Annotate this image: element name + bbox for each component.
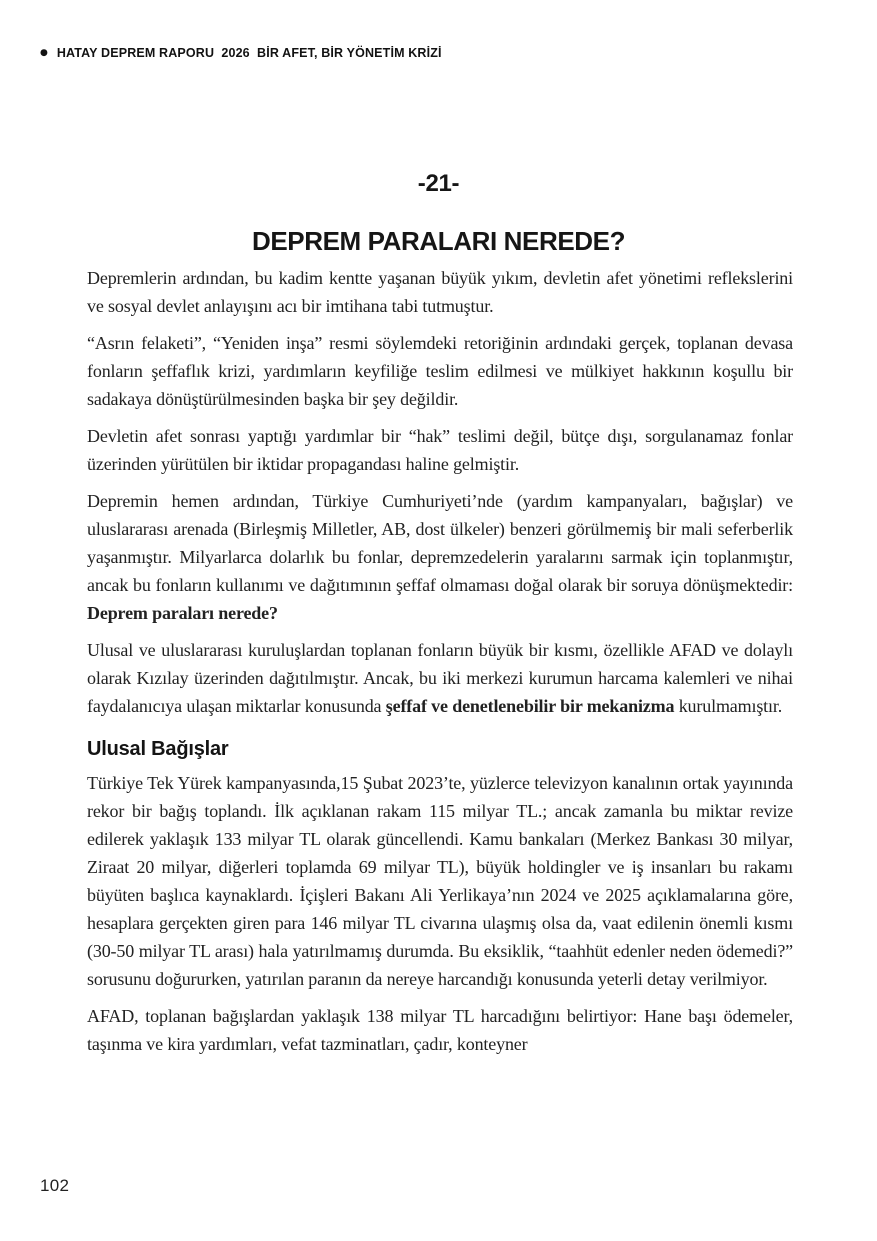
paragraph	[87, 264, 793, 320]
paragraph	[87, 636, 793, 720]
paragraph-text: Ulusal ve uluslararası kuruluşlardan toplanan fonların büyük bir kısmı, özellikle AFAD ve dolaylı olarak Kızılay üzerinden dağıtılmıştır. Ancak, bu iki merkezi kurumun harcama kalemleri ve nihai faydalanıcıya ulaşan miktarlar konusunda	[87, 640, 793, 716]
running-header	[40, 46, 442, 60]
paragraph-text: Depremlerin ardından, bu kadim kentte yaşanan büyük yıkım, devletin afet yönetimi reflekslerini ve sosyal devlet anlayışını acı bir imtihana tabi tutmuştur.	[87, 268, 793, 316]
paragraph	[87, 1002, 793, 1058]
paragraph-text: kurulmamıştır.	[674, 696, 783, 716]
paragraph-bold-text: Deprem paraları nerede?	[87, 603, 278, 623]
chapter-title: DEPREM PARALARI NEREDE?	[251, 226, 626, 256]
paragraph	[87, 422, 793, 478]
paragraph-text: “Asrın felaketi”, “Yeniden inşa” resmi söylemdeki retoriğinin ardındaki gerçek, toplanan devasa fonların şeffaflık krizi, yardımların keyfiliğe teslim edilmesi ve mülkiyet hakkının koşullu bir sadakaya dönüştürülmesinden başka bir şey değildir.	[87, 333, 793, 409]
bullet-icon: ●	[40, 47, 48, 58]
paragraph-text: Devletin afet sonrası yaptığı yardımlar bir “hak” teslimi değil, bütçe dışı, sorgulanamaz fonlar üzerinden yürütülen bir iktidar propagandası haline gelmiştir.	[87, 426, 793, 474]
paragraph-text: AFAD, toplanan bağışlardan yaklaşık 138 milyar TL harcadığını belirtiyor: Hane başı ödemeler, taşınma ve kira yardımları, vefat tazminatları, çadır, konteyner	[87, 1006, 793, 1054]
paragraph	[87, 769, 793, 993]
running-header-title: HATAY DEPREM RAPORU 2026 BİR AFET, BİR YÖNETİM KRİZİ	[56, 46, 442, 60]
paragraph-bold-text: şeffaf ve denetlenebilir bir mekanizma	[385, 696, 675, 716]
section-heading: Ulusal Bağışlar	[87, 738, 229, 760]
paragraph-text: Türkiye Tek Yürek kampanyasında,15 Şubat 2023’te, yüzlerce televizyon kanalının ortak yayınında rekor bir bağış toplandı. İlk açıklanan rakam 115 milyar TL.; ancak zamanla bu miktar revize edilerek yaklaşık 133 milyar TL olarak güncellendi. Kamu bankaları (Merkez Bankası 30 milyar, Ziraat 20 milyar, diğerleri toplamda 69 milyar TL), büyük holdingler ve iş insanları bu rakamı büyüten başlıca kaynaklardı. İçişleri Bakanı Ali Yerlikaya’nın 2024 ve 2025 açıklamalarına göre, hesaplara gerçekten giren para 146 milyar TL civarına ulaşmış olsa da, vaat edilenin önemli kısmı (30-50 milyar TL arası) hala yatırılmamış durumda. Bu eksiklik, “taahhüt edenler neden ödemedi?” sorusunu doğururken, yatırılan paranın da nereye harcandığı konusunda yeterli detay verilmiyor.	[87, 773, 793, 989]
page-number: 102	[40, 1176, 70, 1195]
body-text	[87, 264, 793, 1067]
paragraph	[87, 487, 793, 627]
paragraph	[87, 329, 793, 413]
chapter-number: -21-	[417, 170, 460, 197]
paragraph-text: Depremin hemen ardından, Türkiye Cumhuriyeti’nde (yardım kampanyaları, bağışlar) ve uluslararası arenada (Birleşmiş Milletler, AB, dost ülkeler) benzeri görülmemiş bir mali seferberlik yaşanmıştır. Milyarlarca dolarlık bu fonlar, depremzedelerin yaralarını sarmak için toplanmıştır, ancak bu fonların kullanımı ve dağıtımının şeffaf olmaması doğal olarak bir soruya dönüşmektedir:	[87, 491, 793, 595]
